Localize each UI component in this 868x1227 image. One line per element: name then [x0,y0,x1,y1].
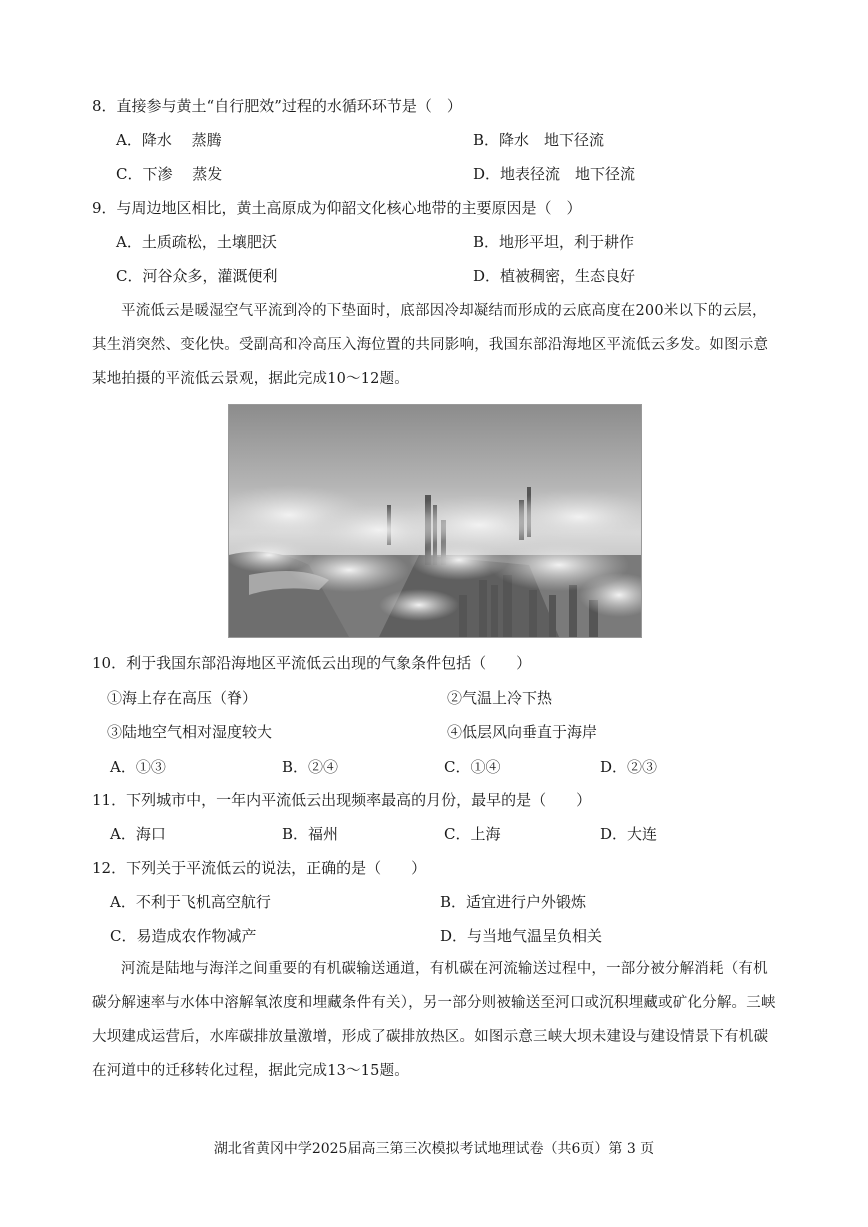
passage-advection-cloud-text: 平流低云是暖湿空气平流到冷的下垫面时，底部因冷却凝结而形成的云底高度在200米以下的云层，其生消突然、变化快。受副高和冷高压入海位置的共同影响，我国东部沿海地区平流低云多发。如图示意某地拍摄的平流低云景观，据此完成10～12题。 [92,303,769,387]
q10-stem: 10．利于我国东部沿海地区平流低云出现的气象条件包括（ ） [92,654,532,672]
q8-stem: 8．直接参与黄土“自行肥效”过程的水循环环节是（ ） [92,97,462,115]
q9-option-b: B．地形平坦，利于耕作 [473,233,635,251]
passage-organic-carbon [92,952,778,1088]
q11-option-c: C．上海 [444,825,501,843]
q9-option-a: A．土质疏松，土壤肥沃 [116,233,277,251]
q12-option-b: B．适宜进行户外锻炼 [440,893,587,911]
q8-option-c: C．下渗 蒸发 [116,165,223,183]
q10-item-3: ③陆地空气相对湿度较大 [107,723,273,741]
q12-stem: 12．下列关于平流低云的说法，正确的是（ ） [92,859,427,877]
q10-option-a: A．①③ [110,758,166,776]
q10-item-2: ②气温上冷下热 [447,689,553,707]
page-footer: 湖北省黄冈中学2025届高三第三次模拟考试地理试卷（共6页）第 3 页 [213,1141,655,1157]
q8-option-a: A．降水 蒸腾 [116,131,222,149]
q11-stem: 11．下列城市中，一年内平流低云出现频率最高的月份，最早的是（ ） [92,791,592,809]
q10-option-c: C．①④ [444,758,501,776]
q9-option-c: C．河谷众多，灌溉便利 [116,267,278,285]
q8-option-b: B．降水 地下径流 [473,131,605,149]
q12-option-a: A．不利于飞机高空航行 [110,893,271,911]
q9-option-d: D．植被稠密，生态良好 [473,267,636,285]
q12-option-d: D．与当地气温呈负相关 [440,927,603,945]
q11-option-d: D．大连 [600,825,658,843]
q11-option-a: A．海口 [110,825,166,843]
q11-option-b: B．福州 [282,825,339,843]
q10-option-d: D．②③ [600,758,658,776]
q9-stem: 9．与周边地区相比，黄土高原成为仰韶文化核心地带的主要原因是（ ） [92,199,582,217]
q10-item-1: ①海上存在高压（脊） [107,689,258,707]
q10-item-4: ④低层风向垂直于海岸 [447,723,598,741]
q12-option-c: C．易造成农作物减产 [110,927,257,945]
advection-cloud-photo [228,404,642,638]
passage-advection-cloud [92,294,778,396]
passage-organic-carbon-text: 河流是陆地与海洋之间重要的有机碳输送通道，有机碳在河流输送过程中，一部分被分解消耗（有机碳分解速率与水体中溶解氧浓度和埋藏条件有关），另一部分则被输送至河口或沉积埋藏或矿化分解。三峡大坝建成运营后，水库碳排放量激增，形成了碳排放热区。如图示意三峡大坝未建设与建设情景下有机碳在河道中的迁移转化过程，据此完成13～15题。 [92,961,776,1079]
q10-option-b: B．②④ [282,758,339,776]
q8-option-d: D．地表径流 地下径流 [473,165,636,183]
